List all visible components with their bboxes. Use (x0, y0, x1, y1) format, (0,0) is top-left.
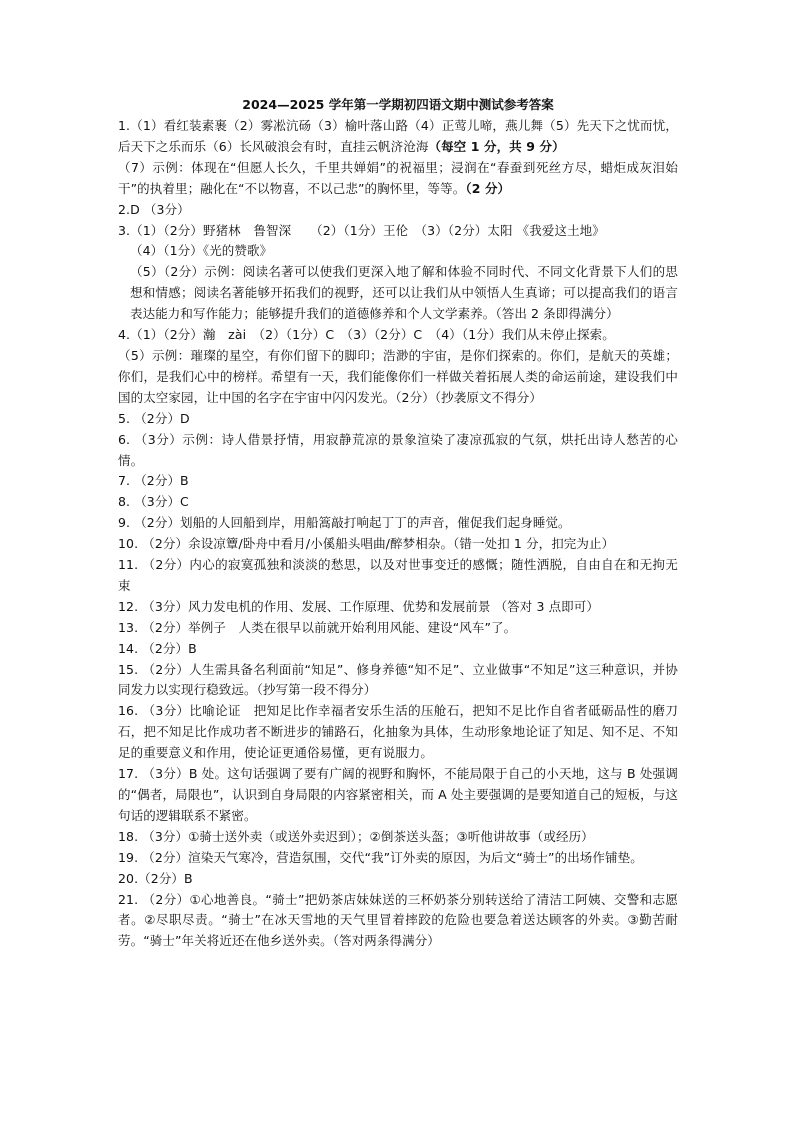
answer-paragraph (118, 618, 678, 639)
answer-paragraph (118, 764, 678, 827)
score-note: （2 分） (465, 180, 511, 196)
answer-paragraph (118, 848, 678, 869)
answer-paragraph (118, 116, 678, 158)
answer-text: （5）示例：璀璨的星空，有你们留下的脚印；浩渺的宇宙，是你们探索的。你们，是航天的英雄；你们，是我们心中的榜样。希望有一天，我们能像你们一样做关着拓展人类的命运前途，建设我们中国的太空家园，让中国的名字在宇宙中闪闪发光。（2分）（抄袭原文不得分） (118, 347, 678, 405)
document-title: 2024—2025 学年第一学期初四语文期中测试参考答案 (242, 97, 554, 112)
answer-text: 12. （3分）风力发电机的作用、发展、工作原理、优势和发展前景 （答对 3 点即可） (118, 598, 599, 614)
answer-paragraph (118, 827, 678, 848)
answer-paragraph (118, 701, 678, 764)
answer-text: （4）（1分）《光的赞歌》 (130, 243, 273, 259)
answer-text: 14. （2分）B (118, 640, 197, 656)
answer-text: 18. （3分）①骑士送外卖（或送外卖迟到）；②倒茶送头盔；③听他讲故事（或经历） (118, 828, 594, 844)
answer-text: 1.（1）看红装素裹（2）雾凇沆砀（3）榆叶落山路（4）正莺儿啼，燕儿舞（5）先天下之忧而忧，后天下之乐而乐（6）长风破浪会有时，直挂云帆济沧海 (118, 118, 678, 154)
answer-sheet (118, 96, 678, 952)
answer-text: 8. （3分）C (118, 494, 189, 510)
answer-paragraph (118, 597, 678, 618)
answer-text: 2.D （3分） (118, 201, 190, 217)
answer-text: 9. （2分）划船的人回船到岸，用船篙敲打响起丁丁的声音，催促我们起身睡觉。 (118, 515, 571, 531)
answer-text: 6. （3分）示例：诗人借景抒情，用寂静荒凉的景象渲染了凄凉孤寂的气氛，烘托出诗人愁苦的心情。 (118, 431, 678, 468)
answer-paragraph (118, 471, 678, 492)
answer-text: 17. （3分）B 处。这句话强调了要有广阔的视野和胸怀，不能局限于自己的小天地，这与 B 处强调的“偶者，局限也”，认识到自身局限的内容紧密相关，而 A 处主要强调的是要知道自己的短板，与这句话的逻辑联系不紧密。 (118, 766, 678, 823)
answer-text: 4.（1）（2分）瀚 zài （2）（1分）C （3）（2分）C （4）（1分）我们从未停止探索。 (118, 327, 615, 343)
answer-paragraph (118, 200, 678, 221)
answer-paragraph (118, 158, 678, 200)
answer-paragraph (118, 534, 678, 555)
answer-paragraph (118, 513, 678, 534)
answer-text: 5. （2分）D (118, 410, 190, 426)
answer-text: 10. （2分）余设凉簟/卧舟中看月/小傒船头唱曲/醉梦相杂。（错一处扣 1 分，扣完为止） (118, 536, 615, 552)
answer-text: （5）（2分）示例：阅读名著可以使我们更深入地了解和体验不同时代、不同文化背景下人们的思想和情感；阅读名著能够开拓我们的视野，还可以让我们从中领悟人生真谛；可以提高我们的语言表达能力和写作能力；能够提升我们的道德修养和个人文学素养。（答出 2 条即得满分） (130, 264, 678, 322)
answer-paragraph (118, 660, 678, 702)
answer-list (118, 116, 678, 952)
answer-text: 16. （3分）比喻论证 把知足比作幸福者安乐生活的压舱石，把知不足比作自省者砥砺品性的磨刀石，把不知足比作成功者不断进步的铺路石，化抽象为具体，生动形象地论证了知足、知不足、不知足的重要意义和作用，使论证更通俗易懂，更有说服力。 (118, 703, 678, 761)
answer-paragraph (118, 262, 678, 325)
answer-text: 13. （2分）举例子 人类在很早以前就开始利用风能、建设“风车”了。 (118, 619, 517, 635)
answer-paragraph (118, 869, 678, 890)
answer-paragraph (118, 430, 678, 472)
answer-text: 21. （2分）①心地善良。“骑士”把奶茶店妹妹送的三杯奶茶分别转送给了清洁工阿姨、交警和志愿者。②尽职尽责。“骑士”在冰天雪地的天气里冒着摔跤的危险也要急着送达顾客的外卖。③勤苦耐劳。“骑士”年关将近还在他乡送外卖。（答对两条得满分） (118, 891, 678, 949)
answer-paragraph (118, 890, 678, 953)
answer-paragraph (118, 639, 678, 660)
answer-paragraph (118, 409, 678, 430)
answer-text: 19. （2分）渲染天气寒冷，营造氛围，交代“我”订外卖的原因，为后文“骑士”的出场作铺垫。 (118, 849, 643, 865)
answer-text: 7. （2分）B (118, 473, 189, 489)
answer-paragraph (118, 325, 678, 346)
answer-paragraph (118, 221, 678, 242)
answer-text: 15. （2分）人生需具备名利面前“知足”、修身养德“知不足”、立业做事“不知足”这三种意识，并协同发力以实现行稳致远。（抄写第一段不得分） (118, 661, 678, 698)
answer-paragraph (118, 346, 678, 409)
answer-text: （7）示例：体现在“但愿人长久，千里共婵娟”的祝福里；浸润在“春蚕到死丝方尽，蜡炬成灰泪始干”的执着里；融化在“不以物喜，不以己悲”的胸怀里，等等。 (118, 159, 678, 196)
answer-text: 3.（1）（2分）野猪林 鲁智深 （2）（1分）王伦 （3）（2分）太阳 《我爱这土地》 (118, 222, 605, 238)
answer-text: 20.（2分）B (118, 870, 193, 886)
answer-text: 11. （2分）内心的寂寞孤独和淡淡的愁思，以及对世事变迁的感慨；随性洒脱，自由自在和无拘无束 (118, 557, 678, 593)
answer-paragraph (118, 241, 678, 262)
answer-paragraph (118, 492, 678, 513)
answer-paragraph (118, 555, 678, 597)
score-note: （每空 1 分，共 9 分） (428, 138, 565, 154)
